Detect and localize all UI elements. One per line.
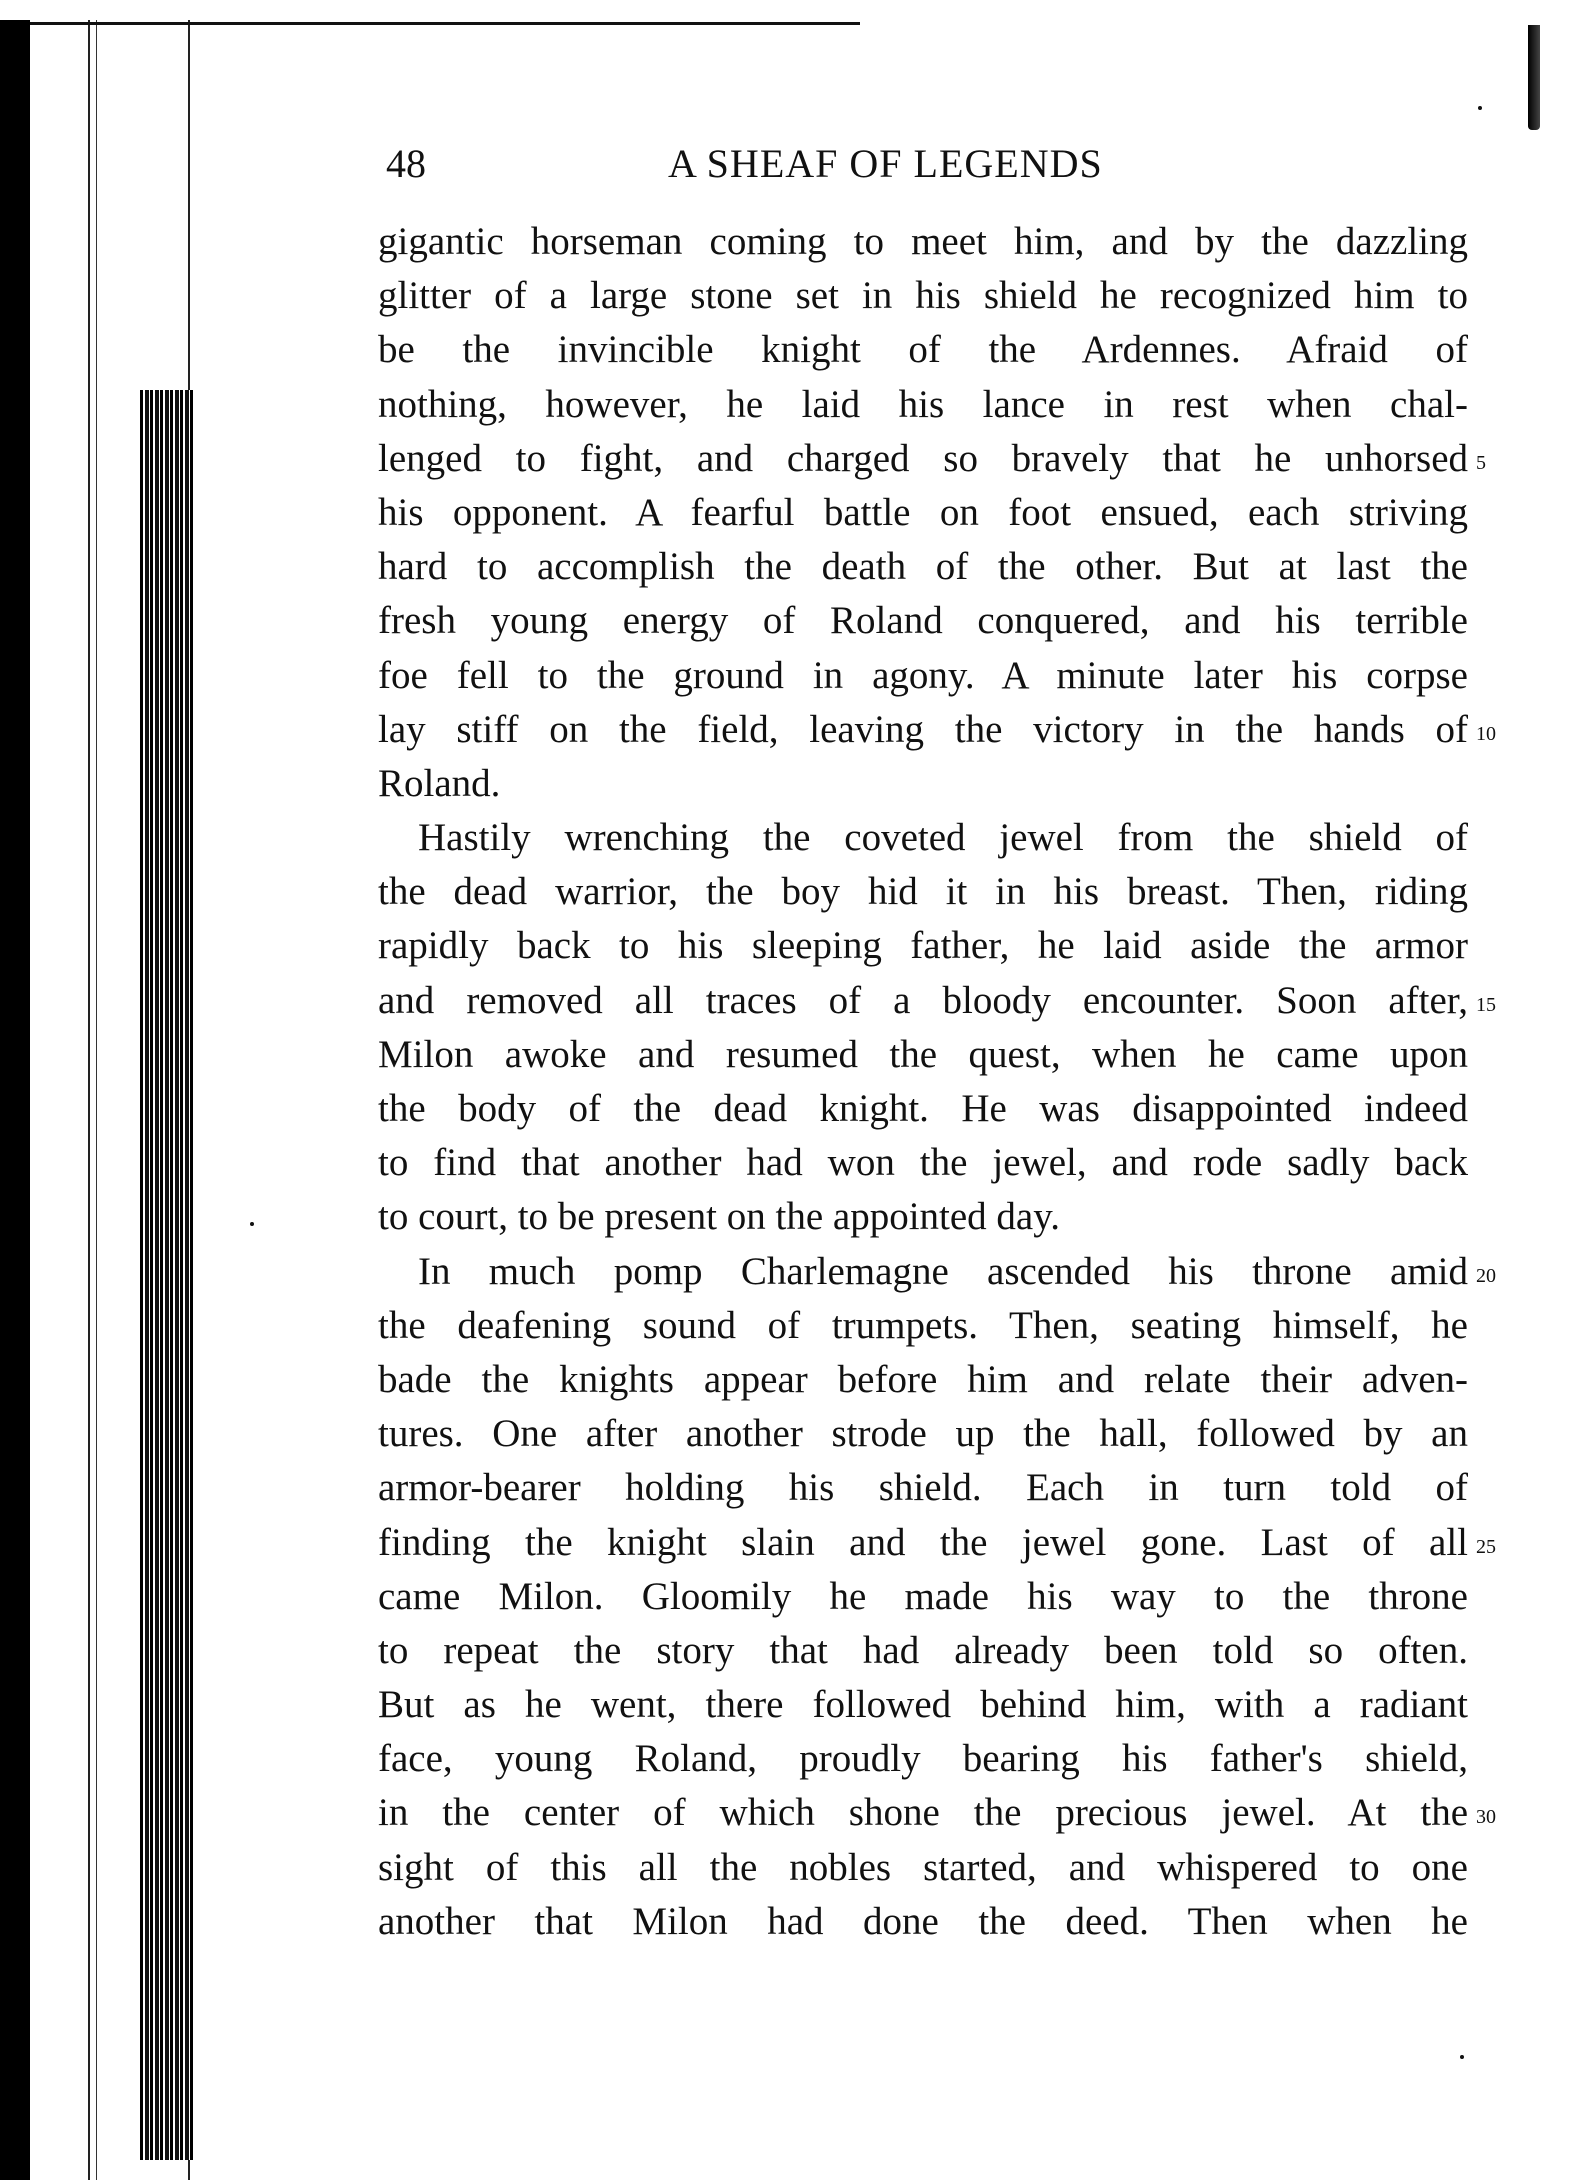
line-number: 20 <box>1476 1264 1496 1287</box>
text-line <box>378 215 1468 269</box>
line-text: glitter of a large stone set in his shield he recognized him to <box>378 274 1468 318</box>
text-line <box>378 323 1468 377</box>
text-line <box>378 1624 1468 1678</box>
line-text: the body of the dead knight. He was disappointed indeed <box>378 1087 1468 1130</box>
line-text: lay stiff on the field, leaving the victory in the hands of <box>378 707 1468 751</box>
scan-speck <box>1478 106 1482 110</box>
line-text: bade the knights appear before him and relate their adven- <box>378 1357 1468 1401</box>
line-text: another that Milon had done the deed. Then when he <box>378 1899 1468 1943</box>
page-number: 48 <box>386 141 426 186</box>
scanned-page-edges <box>140 390 195 2160</box>
line-text: Roland. <box>378 761 501 805</box>
line-text: lenged to fight, and charged so bravely that he unhorsed <box>378 436 1468 480</box>
text-line <box>378 269 1468 323</box>
scan-top-edge <box>30 22 860 25</box>
line-text: to court, to be present on the appointed day. <box>378 1195 1060 1239</box>
text-line <box>378 974 1496 1028</box>
line-text: nothing, however, he laid his lance in rest when chal- <box>378 382 1468 426</box>
text-line <box>378 378 1468 432</box>
text-line <box>378 1299 1468 1353</box>
line-text: armor-bearer holding his shield. Each in turn told of <box>378 1466 1468 1510</box>
line-text: hard to accomplish the death of the other. But at last the <box>378 545 1468 589</box>
text-line <box>378 1353 1468 1407</box>
text-line <box>378 1786 1496 1840</box>
text-line <box>378 649 1468 703</box>
line-text: his opponent. A fearful battle on foot ensued, each striving <box>378 490 1468 534</box>
text-line <box>378 811 1468 865</box>
page-header <box>378 140 1468 190</box>
line-text: sight of this all the nobles started, and whispered to one <box>378 1845 1468 1889</box>
line-number: 25 <box>1476 1535 1496 1558</box>
line-number: 10 <box>1476 722 1496 745</box>
text-line <box>378 486 1468 540</box>
text-line <box>378 919 1468 973</box>
line-text: rapidly back to his sleeping father, he laid aside the armor <box>378 924 1468 968</box>
text-line <box>378 1570 1468 1624</box>
text-line <box>378 594 1468 648</box>
line-text: finding the knight slain and the jewel gone. Last of all <box>378 1520 1468 1564</box>
line-text: and removed all traces of a bloody encounter. Soon after, <box>378 978 1468 1022</box>
text-line <box>378 540 1468 594</box>
text-line <box>378 1732 1468 1786</box>
line-text: gigantic horseman coming to meet him, and by the dazzling <box>378 220 1468 263</box>
text-line <box>378 1461 1468 1515</box>
text-line <box>378 1245 1496 1299</box>
line-text: face, young Roland, proudly bearing his father's shield, <box>378 1737 1468 1781</box>
text-line <box>378 1136 1468 1190</box>
line-text: the dead warrior, the boy hid it in his breast. Then, riding <box>378 870 1468 914</box>
line-text: came Milon. Gloomily he made his way to the throne <box>378 1574 1468 1618</box>
text-line <box>378 1190 1468 1244</box>
text-line <box>378 432 1486 486</box>
line-text: foe fell to the ground in agony. A minute later his corpse <box>378 653 1468 697</box>
scan-speck <box>1460 2055 1464 2059</box>
text-line <box>378 1516 1496 1570</box>
line-text: Milon awoke and resumed the quest, when he came upon <box>378 1032 1468 1076</box>
line-text: In much pomp Charlemagne ascended his throne amid <box>418 1249 1468 1293</box>
scan-right-mark <box>1528 25 1540 130</box>
text-line <box>378 1841 1468 1895</box>
running-head: A SHEAF OF LEGENDS <box>668 141 1103 186</box>
line-text: But as he went, there followed behind him, with a radiant <box>378 1683 1468 1727</box>
line-text: fresh young energy of Roland conquered, and his terrible <box>378 599 1468 643</box>
text-line <box>378 865 1468 919</box>
line-text: tures. One after another strode up the hall, followed by an <box>378 1412 1468 1456</box>
line-number: 15 <box>1476 993 1496 1016</box>
text-line <box>378 1407 1468 1461</box>
line-text: Hastily wrenching the coveted jewel from the shield of <box>418 816 1468 860</box>
line-text: in the center of which shone the precious jewel. At the <box>378 1791 1468 1835</box>
line-text: to find that another had won the jewel, and rode sadly back <box>378 1141 1468 1185</box>
text-line <box>378 1678 1468 1732</box>
scan-speck <box>250 1222 254 1226</box>
line-text: be the invincible knight of the Ardennes. Afraid of <box>378 328 1468 372</box>
text-line <box>378 703 1496 757</box>
line-number: 5 <box>1476 451 1486 474</box>
text-line <box>378 757 1468 811</box>
line-number: 30 <box>1476 1806 1496 1829</box>
text-line <box>378 1082 1468 1136</box>
line-text: the deafening sound of trumpets. Then, seating himself, he <box>378 1303 1468 1347</box>
page-body-text <box>378 215 1496 1949</box>
text-line <box>378 1895 1468 1949</box>
line-text: to repeat the story that had already been told so often. <box>378 1628 1468 1672</box>
text-line <box>378 1028 1468 1082</box>
